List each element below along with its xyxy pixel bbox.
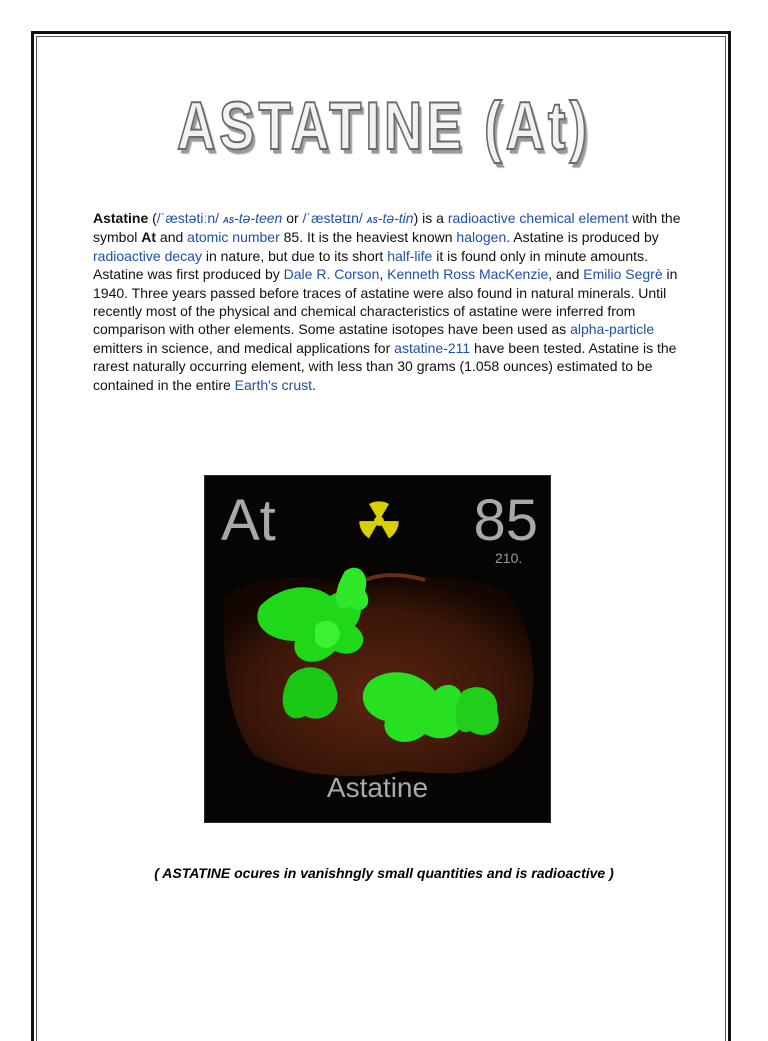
trefoil-blade-top [369, 501, 389, 521]
link-earths-crust[interactable]: Earth's crust [234, 376, 313, 393]
crystal-5 [456, 687, 499, 735]
text-run: , [379, 266, 388, 283]
atomic-mass: 210. [495, 550, 523, 566]
link-kenneth-mackenzie[interactable]: Kenneth Ross MacKenzie [387, 266, 549, 283]
link-astatine-211[interactable]: astatine-211 [394, 339, 471, 356]
link-radioactive[interactable]: radioactive [447, 210, 516, 226]
link-respelling-2[interactable]: -tə-tin [377, 210, 414, 226]
page-title: ASTATINE (At) [176, 88, 592, 164]
link-radioactive-decay[interactable]: radioactive decay [93, 247, 202, 264]
link-ipa-2[interactable]: /ˈæstətɪn/ [302, 210, 363, 226]
link-chemical-element[interactable]: chemical element [519, 210, 629, 226]
text-run: with the symbol [93, 210, 681, 246]
text-run: have been tested. Astatine is the rarest naturally occurring element, with less than 30 grams (1.058 ounces) estimated to be contained in the entire [93, 339, 677, 393]
text-run: emitters in science, and medical applications for [93, 339, 395, 356]
text-run: in 1940. Three years passed before traces of astatine were also found in natural minerals. Until recently most of the physical and chemical characteristics of astatine were inferred from comparison with other elements. Some astatine isotopes have been used as [93, 266, 678, 338]
astatine-element-image [204, 475, 551, 823]
text-run: in nature, but due to its short [201, 247, 388, 264]
link-respelling-2-stress[interactable]: as [366, 212, 378, 226]
text-run: . [312, 376, 316, 393]
link-alpha-particle[interactable]: alpha-particle [570, 321, 655, 338]
text-run: . Astatine is produced by [506, 229, 659, 246]
link-respelling-1-stress[interactable]: as [222, 212, 235, 226]
text-run: ( [148, 210, 157, 226]
trefoil-blade-left [354, 513, 379, 539]
link-ipa-1[interactable]: /ˈæstətiːn/ [156, 210, 220, 226]
link-halogen[interactable]: halogen [456, 229, 507, 246]
text-run: it is found only in minute amounts. Astatine was first produced by [93, 247, 648, 283]
radiation-trefoil [354, 501, 403, 538]
text-run: 85. It is the heaviest known [279, 229, 457, 246]
link-emilio-segre[interactable]: Emilio Segrè [583, 266, 663, 283]
element-name: Astatine [326, 772, 429, 803]
term-astatine: Astatine [93, 210, 149, 226]
text-run: or [282, 210, 303, 226]
atomic-number: 85 [473, 488, 538, 553]
symbol-at: At [141, 229, 157, 246]
link-dale-corson[interactable]: Dale R. Corson [283, 266, 380, 283]
text-run: ) is a [413, 210, 448, 226]
link-atomic-number[interactable]: atomic number [187, 229, 280, 246]
element-symbol: At [221, 488, 276, 553]
text-run: , and [548, 266, 584, 283]
link-half-life[interactable]: half-life [387, 247, 433, 264]
radiation-icon [353, 498, 405, 544]
crystal-2 [336, 568, 368, 610]
text-run: and [156, 229, 188, 246]
link-respelling-1[interactable]: -tə-teen [234, 210, 283, 226]
intro-paragraph [93, 209, 683, 394]
trefoil-blade-right [379, 513, 404, 539]
figure-caption: ( ASTATINE ocures in vanishngly small quantities and is radioactive ) [154, 865, 614, 881]
